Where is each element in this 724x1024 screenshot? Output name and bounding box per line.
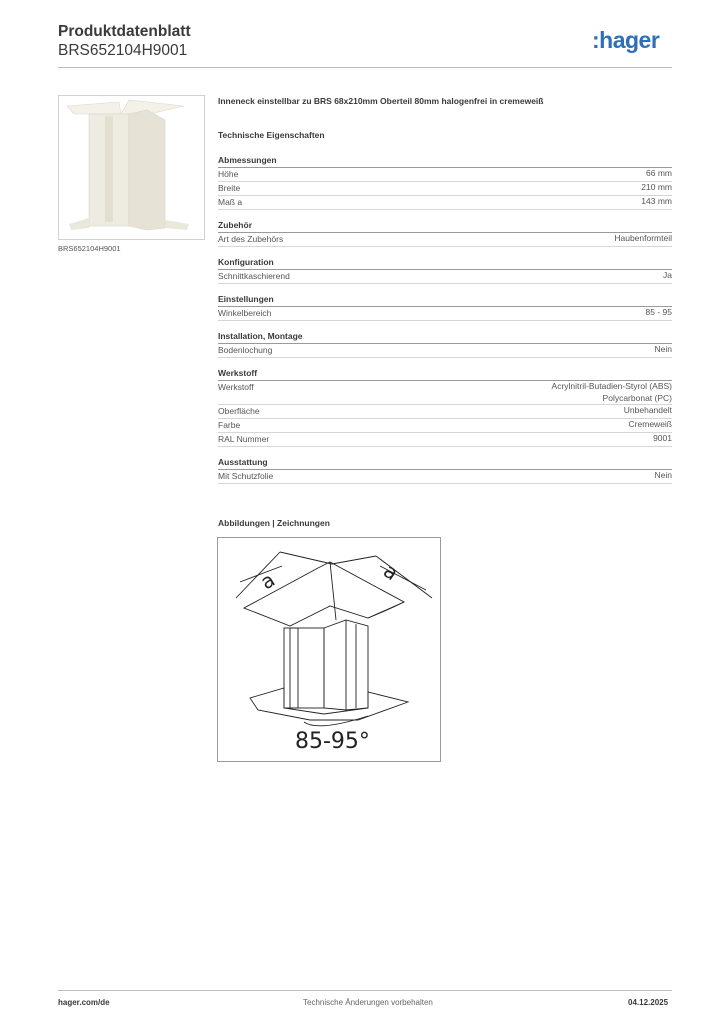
header-divider (58, 67, 672, 68)
spec-table (218, 155, 672, 494)
spec-value (646, 307, 672, 320)
document-date: 04.12.2025 (628, 998, 669, 1007)
spec-label: Farbe (218, 420, 241, 430)
spec-value (641, 196, 672, 209)
dimension-a-right: a (379, 558, 403, 586)
spec-label: Werkstoff (218, 382, 254, 392)
spec-section (218, 457, 672, 484)
spec-row (218, 381, 672, 405)
spec-label: Bodenlochung (218, 345, 273, 355)
spec-section-title: Ausstattung (218, 457, 672, 470)
spec-value-line: Cremeweiß (628, 419, 672, 429)
spec-value (614, 233, 672, 246)
spec-label: Mit Schutzfolie (218, 471, 274, 481)
spec-value (646, 168, 672, 181)
spec-label: RAL Nummer (218, 434, 270, 444)
spec-row (218, 344, 672, 358)
product-description: Inneneck einstellbar zu BRS 68x210mm Oberteil 80mm halogenfrei in cremeweiß (218, 96, 544, 106)
spec-section-title: Abmessungen (218, 155, 672, 168)
spec-section-title: Werkstoff (218, 368, 672, 381)
spec-value-line: 85 - 95 (645, 307, 672, 317)
spec-label: Art des Zubehörs (218, 234, 284, 244)
spec-value (653, 433, 672, 446)
spec-section (218, 368, 672, 447)
spec-row (218, 270, 672, 284)
spec-label: Schnittkaschierend (218, 271, 290, 281)
spec-value-line: 66 mm (646, 168, 672, 178)
spec-value (624, 405, 672, 418)
spec-value-line: Acrylnitril-Butadien-Styrol (ABS) (551, 381, 672, 391)
spec-section-title: Zubehör (218, 220, 672, 233)
spec-value (641, 182, 672, 195)
spec-label: Maß a (218, 197, 243, 207)
spec-value (663, 270, 672, 283)
spec-section (218, 257, 672, 284)
spec-label: Oberfläche (218, 406, 260, 416)
spec-row (218, 168, 672, 182)
product-image (58, 95, 205, 240)
footer-divider (58, 990, 672, 991)
spec-row (218, 233, 672, 247)
spec-row (218, 470, 672, 484)
technical-drawing (217, 537, 441, 762)
spec-value-line: Nein (654, 470, 672, 480)
spec-row (218, 433, 672, 447)
spec-label: Höhe (218, 169, 239, 179)
spec-value-line: Haubenformteil (614, 233, 672, 243)
spec-section (218, 294, 672, 321)
spec-row (218, 307, 672, 321)
spec-value-line: Unbehandelt (623, 405, 672, 415)
website-link[interactable]: hager.com/de (58, 998, 110, 1007)
spec-value (655, 344, 672, 357)
spec-row (218, 419, 672, 433)
spec-value-line: 143 mm (641, 196, 672, 206)
spec-label: Winkelbereich (218, 308, 272, 318)
angle-range-label: 85-95° (295, 729, 370, 754)
spec-value (552, 381, 672, 404)
image-caption: BRS652104H9001 (58, 244, 121, 253)
hager-logo: :hager (592, 27, 660, 53)
spec-label: Breite (218, 183, 241, 193)
spec-section (218, 331, 672, 358)
spec-row (218, 196, 672, 210)
spec-section-title: Konfiguration (218, 257, 672, 270)
drawings-heading: Abbildungen | Zeichnungen (218, 518, 330, 528)
spec-value-line: Ja (663, 270, 672, 280)
spec-value (655, 470, 672, 483)
spec-section (218, 155, 672, 210)
spec-section (218, 220, 672, 247)
spec-row (218, 405, 672, 419)
document-title: Produktdatenblatt (58, 23, 191, 40)
document-header (58, 22, 191, 60)
tech-properties-heading: Technische Eigenschaften (218, 130, 325, 140)
spec-row (218, 182, 672, 196)
spec-value-line: 9001 (653, 433, 672, 443)
disclaimer: Technische Änderungen vorbehalten (303, 998, 433, 1007)
spec-value-line: Nein (654, 344, 672, 354)
spec-section-title: Installation, Montage (218, 331, 672, 344)
spec-value-line: 210 mm (641, 182, 672, 192)
spec-value (629, 419, 672, 432)
dimension-a-left: a (255, 567, 280, 595)
spec-section-title: Einstellungen (218, 294, 672, 307)
spec-value-line: Polycarbonat (PC) (602, 392, 672, 403)
article-number: BRS652104H9001 (58, 42, 188, 59)
